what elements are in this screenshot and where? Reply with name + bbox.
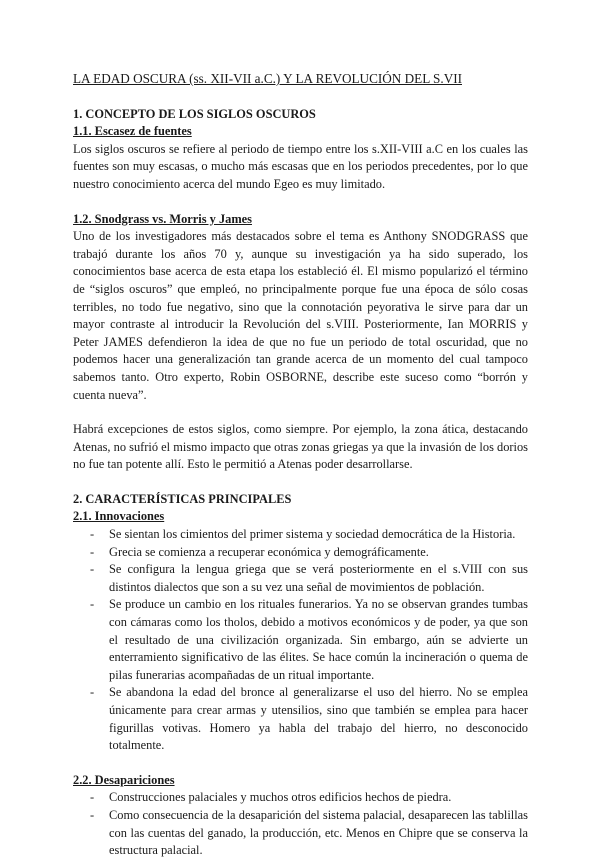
list-item: - Como consecuencia de la desaparición del sistema palacial, desaparecen las tablillas con las cuentas del ganado, la producción, etc. Menos en Chipre que se conserva la estructura palacial. (90, 807, 528, 858)
bullet-dash: - (90, 544, 95, 559)
subsection-2-2-heading: 2.2. Desapariciones (73, 772, 175, 787)
document-page (73, 70, 528, 860)
list-item: - Se configura la lengua griega que se verá posteriormente en el s.VIII con sus distintos dialectos que son a su vez una señal de movimientos de población. (90, 562, 528, 594)
subsection-1-2-heading: 1.2. Snodgrass vs. Morris y James (73, 211, 252, 226)
list-item: - Se sientan los cimientos del primer sistema y sociedad democrática de la Historia. (109, 526, 528, 544)
bullet-dash: - (90, 685, 95, 700)
document-title: LA EDAD OSCURA (ss. XII-VII a.C.) Y LA REVOLUCIÓN DEL S.VII (73, 71, 462, 86)
list-item: - Grecia se comienza a recuperar económica y demográficamente. (109, 544, 528, 562)
bullet-dash: - (90, 790, 95, 805)
section-1-heading: 1. CONCEPTO DE LOS SIGLOS OSCUROS (73, 106, 316, 121)
paragraph-excepciones: Habrá excepciones de estos siglos, como siempre. Por ejemplo, la zona ática, destacando Atenas, no sufrió el mismo impacto que otras zonas griegas ya que la invasión de los dorios no fue tan potente allí. Esto le permitió a Atenas poder desarrollarse. (73, 422, 528, 472)
subsection-2-1-heading: 2.1. Innovaciones (73, 509, 165, 524)
section-2-heading: 2. CARACTERÍSTICAS PRINCIPALES (73, 491, 292, 506)
desapariciones-list (73, 789, 528, 859)
bullet-dash: - (90, 597, 95, 612)
paragraph-escasez: Los siglos oscuros se refiere al periodo de tiempo entre los s.XII-VIII a.C en los cuales las fuentes son muy escasas, o mucho más escasas que en los periodos precedentes, por lo que nuestro conocimiento acerca del mundo Egeo es muy limitado. (73, 141, 528, 191)
bullet-dash: - (90, 527, 95, 542)
list-item: - Se produce un cambio en los rituales funerarios. Ya no se observan grandes tumbas con cámaras como los tholos, debido a motivos económicos y de poder, ya que son el resultado de una civilización organizada. Sin embargo, aún se advierte un enterramiento significativo de las élites. Se hace común la incineración o quema de pilas funerarias acompañadas de un ritual importante. (90, 597, 528, 682)
list-item: - Se abandona la edad del bronce al generalizarse el uso del hierro. No se emplea únicamente para crear armas y utensilios, sino que también se emplea para hacer figurillas votivas. Homero ya habla del trabajo del hierro, no desconocido totalmente. (90, 685, 528, 753)
bullet-dash: - (90, 807, 95, 822)
subsection-1-1-heading: 1.1. Escasez de fuentes (73, 124, 192, 139)
list-item: - Construcciones palaciales y muchos otros edificios hechos de piedra. (109, 789, 528, 807)
innovaciones-list (73, 526, 528, 755)
bullet-dash: - (90, 562, 95, 577)
paragraph-snodgrass: Uno de los investigadores más destacados sobre el tema es Anthony SNODGRASS que trabajó durante los años 70 y, aunque su investigación ya ha sido superado, los conocimientos base acerca de esta etapa los estableció él. El mismo popularizó el término de “siglos oscuros” que empleó, no principalmente porque fue una época de sólo cosas terribles, no todo fue negativo, sino que la connotación peyorativa le sirve para dar un mayor contraste al introducir la Revolución del s.VIII. Posteriormente, Ian MORRIS y Peter JAMES defendieron la idea de que no fue un periodo de total oscuridad, que no podemos hacer una generalización tan grande acerca de un momento del cual tampoco sabemos tanto. Otro experto, Robin OSBORNE, describe este suceso como “borrón y cuenta nueva”. (73, 229, 528, 402)
